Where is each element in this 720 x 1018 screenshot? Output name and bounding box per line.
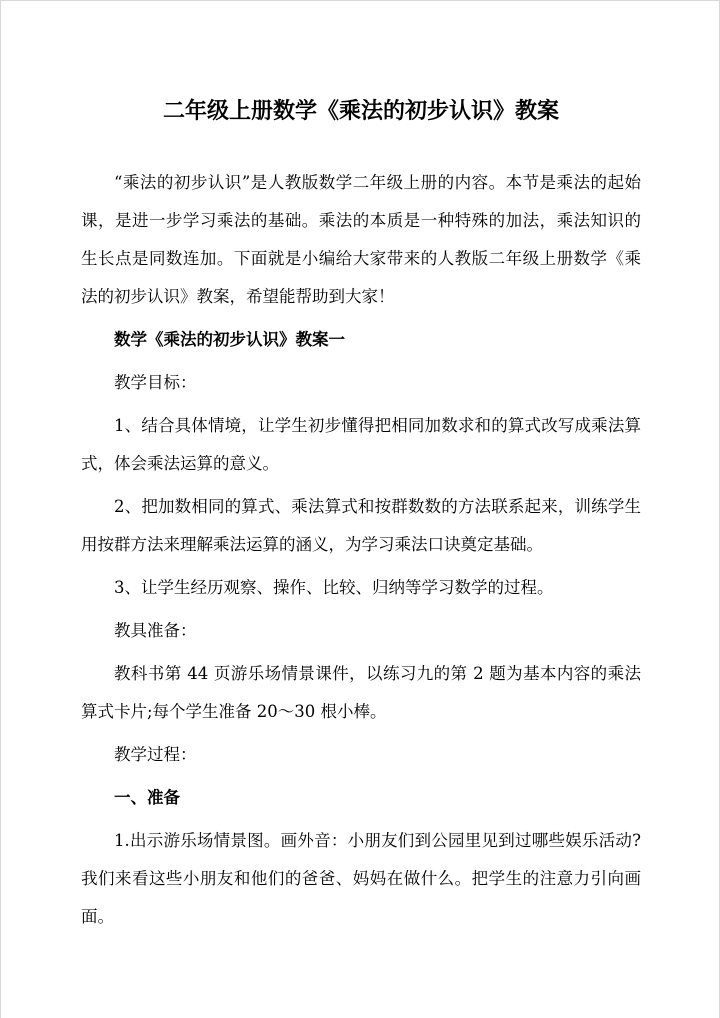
section-heading-preparation: 一、准备 (114, 788, 180, 807)
label-teaching-process: 教学过程： (114, 745, 197, 764)
label-teaching-aids: 教具准备： (114, 621, 197, 640)
document-body (81, 94, 641, 941)
teaching-aids-text: 教科书第 44 页游乐场情景课件，以练习九的第 2 题为基本内容的乘法算式卡片;每个学生准备 20～30 根小棒。 (81, 664, 641, 721)
document-title: 二年级上册数学《乘法的初步认识》教案 (162, 98, 559, 124)
goal-item-2: 2、把加数相同的算式、乘法算式和按群数数的方法联系起来，训练学生用按群方法来理解乘法运算的涵义，为学习乘法口诀奠定基础。 (81, 497, 641, 554)
section-heading-lesson-one: 数学《乘法的初步认识》教案一 (114, 330, 345, 349)
label-teaching-goals: 教学目标： (114, 373, 197, 392)
goal-item-1: 1、结合具体情境，让学生初步懂得把相同加数求和的算式改写成乘法算式，体会乘法运算的意义。 (81, 416, 641, 473)
goal-item-3: 3、让学生经历观察、操作、比较、归纳等学习数学的过程。 (114, 578, 554, 597)
process-step-1: 1.出示游乐场情景图。画外音：小朋友们到公园里见到过哪些娱乐活动?我们来看这些小朋友和他们的爸爸、妈妈在做什么。把学生的注意力引向画面。 (81, 831, 641, 926)
intro-paragraph: “乘法的初步认识”是人教版数学二年级上册的内容。本节是乘法的起始课，是进一步学习乘法的基础。乘法的本质是一种特殊的加法，乘法知识的生长点是同数连加。下面就是小编给大家带来的人教版二年级上册数学《乘法的初步认识》教案，希望能帮助到大家！ (81, 173, 641, 306)
